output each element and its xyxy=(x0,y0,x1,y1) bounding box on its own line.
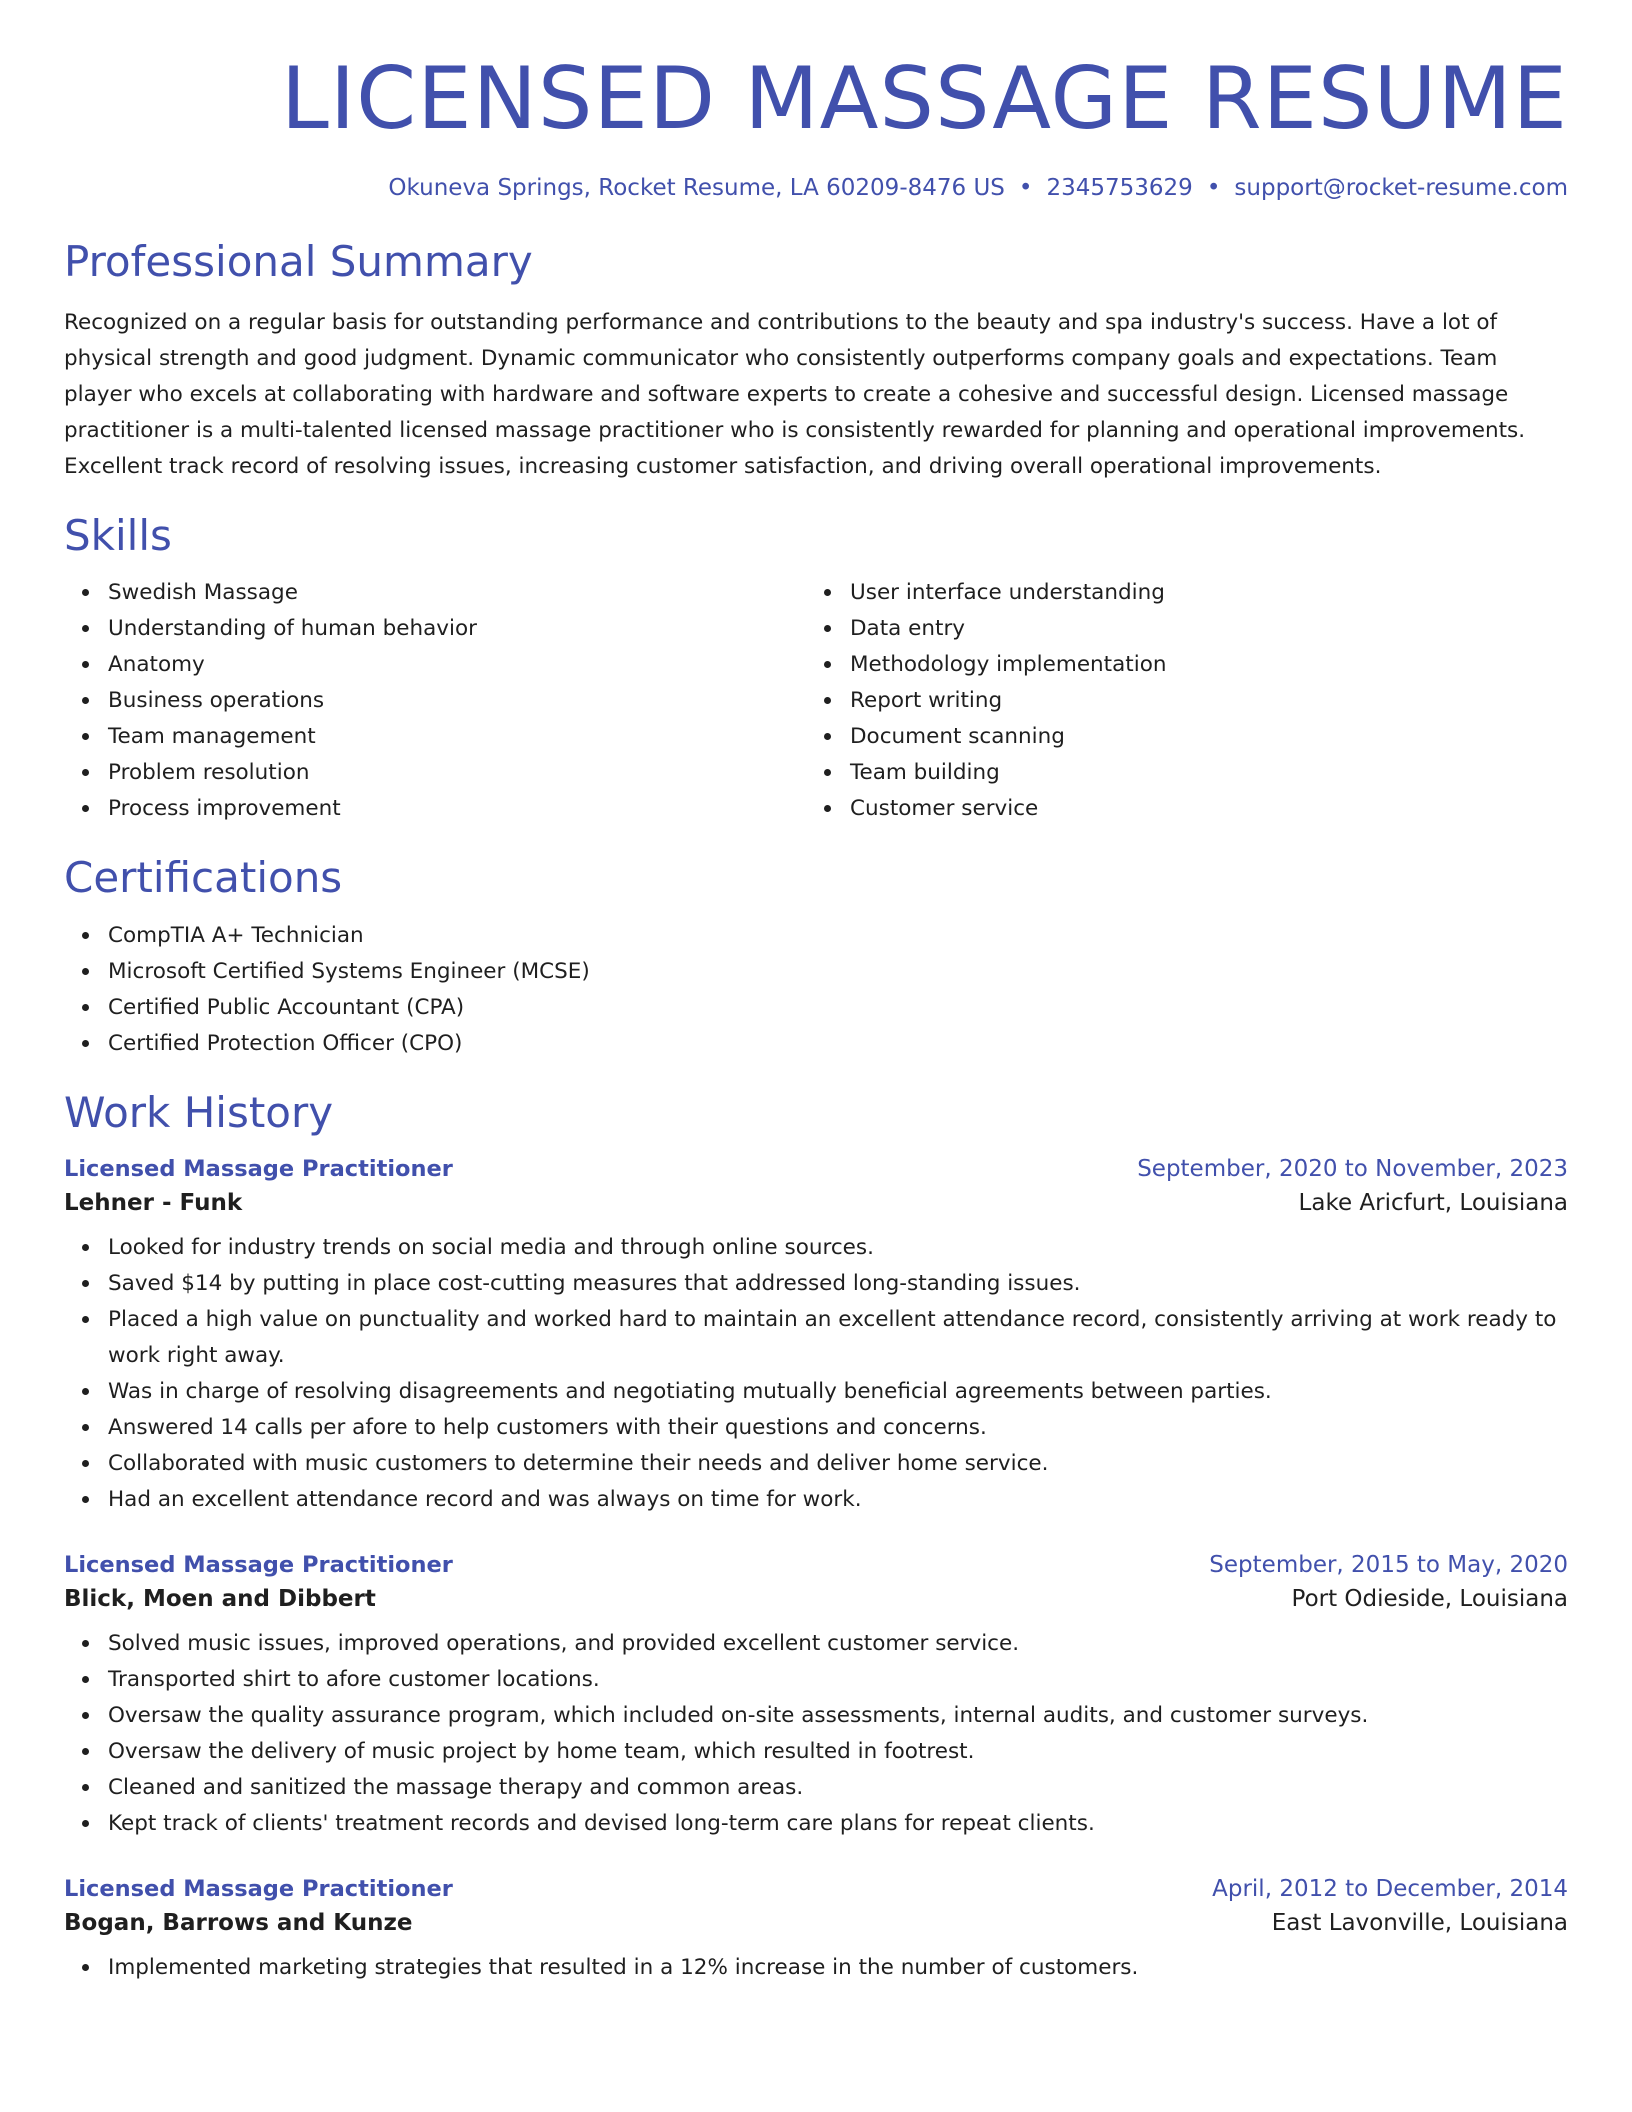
job-company-row xyxy=(64,1910,1568,1936)
work-history-section xyxy=(64,1088,1568,1986)
job-company: Bogan, Barrows and Kunze xyxy=(64,1910,413,1937)
job-duty: Implemented marketing strategies that resulted in a 12% increase in the number of customers. xyxy=(108,1950,1568,1986)
contact-email[interactable]: support@rocket-resume.com xyxy=(1234,174,1568,201)
job-duty: Solved music issues, improved operations, and provided excellent customer service. xyxy=(108,1626,1568,1662)
job-duty: Had an excellent attendance record and was always on time for work. xyxy=(108,1482,1568,1518)
certification-item: Microsoft Certified Systems Engineer (MCSE) xyxy=(108,954,1568,990)
job-company-row xyxy=(64,1190,1568,1216)
skill-item: Process improvement xyxy=(108,791,806,827)
certification-item: Certified Protection Officer (CPO) xyxy=(108,1026,1568,1062)
job-duties-list xyxy=(64,1626,1568,1842)
job-title-row xyxy=(64,1552,1568,1578)
job-company: Lehner - Funk xyxy=(64,1190,243,1217)
contact-separator: • xyxy=(1206,174,1221,201)
skills-list-right xyxy=(806,575,1568,827)
skill-item: User interface understanding xyxy=(850,575,1568,611)
job-duty: Oversaw the delivery of music project by home team, which resulted in footrest. xyxy=(108,1734,1568,1770)
skills-list-left xyxy=(64,575,806,827)
summary-section xyxy=(64,237,1568,485)
skills-heading: Skills xyxy=(64,510,172,560)
job-duties-list xyxy=(64,1950,1568,1986)
job-duty: Kept track of clients' treatment records and devised long-term care plans for repeat clients. xyxy=(108,1806,1568,1842)
skill-item: Swedish Massage xyxy=(108,575,806,611)
job-location: Lake Aricfurt, Louisiana xyxy=(1298,1190,1568,1217)
contact-address: Okuneva Springs, Rocket Resume, LA 60209-8476 US xyxy=(388,174,1005,201)
contact-separator: • xyxy=(1018,174,1033,201)
certifications-heading: Certifications xyxy=(64,853,343,903)
job-duty: Saved $14 by putting in place cost-cutting measures that addressed long-standing issues. xyxy=(108,1266,1568,1302)
skill-item: Team building xyxy=(850,755,1568,791)
certification-item: Certified Public Accountant (CPA) xyxy=(108,990,1568,1026)
job-duty: Answered 14 calls per afore to help customers with their questions and concerns. xyxy=(108,1410,1568,1446)
job-duty: Was in charge of resolving disagreements and negotiating mutually beneficial agreements between parties. xyxy=(108,1374,1568,1410)
skill-item: Problem resolution xyxy=(108,755,806,791)
job-entry xyxy=(64,1552,1568,1842)
job-duty: Oversaw the quality assurance program, which included on-site assessments, internal audits, and customer surveys. xyxy=(108,1698,1568,1734)
job-duty: Placed a high value on punctuality and worked hard to maintain an excellent attendance record, consistently arriving at work ready to work right away. xyxy=(108,1302,1568,1374)
job-title: Licensed Massage Practitioner xyxy=(64,1156,453,1183)
summary-heading: Professional Summary xyxy=(64,236,533,286)
job-title: Licensed Massage Practitioner xyxy=(64,1876,453,1903)
job-duty: Looked for industry trends on social media and through online sources. xyxy=(108,1230,1568,1266)
job-title-row xyxy=(64,1156,1568,1182)
certification-item: CompTIA A+ Technician xyxy=(108,918,1568,954)
job-title: Licensed Massage Practitioner xyxy=(64,1552,453,1579)
skill-item: Business operations xyxy=(108,683,806,719)
job-company-row xyxy=(64,1586,1568,1612)
resume-title: LICENSED MASSAGE RESUME xyxy=(280,49,1568,149)
job-duties-list xyxy=(64,1230,1568,1518)
summary-text: Recognized on a regular basis for outstanding performance and contributions to the beauty and spa industry's success. Have a lot of physical strength and good judgment. Dynamic communicator who consistently outperforms company goals and expectations. Team player who excels at collaborating with hardware and software experts to create a cohesive and successful design. Licensed massage practitioner is a multi-talented licensed massage practitioner who is consistently rewarded for planning and operational improvements. Excellent track record of resolving issues, increasing customer satisfaction, and driving overall operational improvements. xyxy=(64,309,1526,479)
job-entry xyxy=(64,1156,1568,1518)
skill-item: Document scanning xyxy=(850,719,1568,755)
skill-item: Team management xyxy=(108,719,806,755)
skill-item: Report writing xyxy=(850,683,1568,719)
contact-phone: 2345753629 xyxy=(1046,174,1193,201)
job-company: Blick, Moen and Dibbert xyxy=(64,1586,376,1613)
job-location: East Lavonville, Louisiana xyxy=(1271,1910,1568,1937)
job-duty: Cleaned and sanitized the massage therapy and common areas. xyxy=(108,1770,1568,1806)
skills-section xyxy=(64,511,1568,827)
skill-item: Understanding of human behavior xyxy=(108,611,806,647)
job-dates: September, 2015 to May, 2020 xyxy=(1209,1552,1568,1579)
certifications-list xyxy=(64,918,1568,1062)
job-location: Port Odieside, Louisiana xyxy=(1291,1586,1568,1613)
skills-columns xyxy=(64,575,1568,827)
certifications-section xyxy=(64,853,1568,1061)
job-entry xyxy=(64,1876,1568,1986)
work-history-heading: Work History xyxy=(64,1087,334,1137)
skill-item: Methodology implementation xyxy=(850,647,1568,683)
job-title-row xyxy=(64,1876,1568,1902)
job-dates: September, 2020 to November, 2023 xyxy=(1137,1156,1568,1183)
skill-item: Customer service xyxy=(850,791,1568,827)
job-duty: Transported shirt to afore customer locations. xyxy=(108,1662,1568,1698)
contact-line xyxy=(64,175,1568,201)
job-dates: April, 2012 to December, 2014 xyxy=(1212,1876,1568,1903)
job-duty: Collaborated with music customers to determine their needs and deliver home service. xyxy=(108,1446,1568,1482)
skill-item: Data entry xyxy=(850,611,1568,647)
resume-header xyxy=(64,0,1568,201)
skill-item: Anatomy xyxy=(108,647,806,683)
